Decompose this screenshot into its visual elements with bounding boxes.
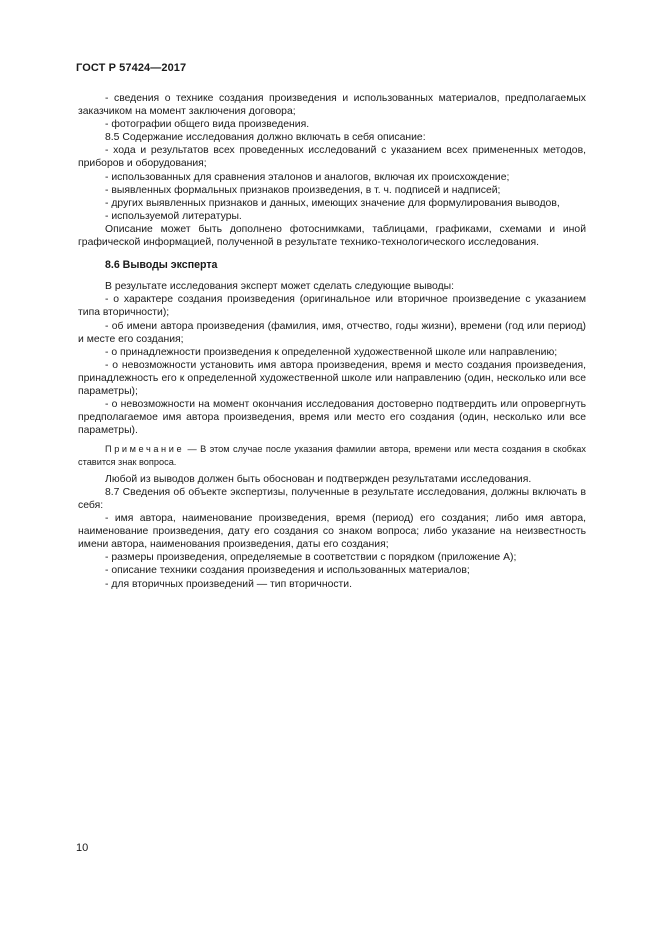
- paragraph: - о невозможности на момент окончания исследования достоверно подтвердить или опровергнуть предполагаемое имя автора произведения, время или место его создания (один, несколько или все параметры).: [78, 399, 586, 437]
- paragraph: Описание может быть дополнено фотоснимками, таблицами, графиками, схемами и иной графической информацией, полученной в результате технико-технологического исследования.: [78, 223, 586, 249]
- paragraph: - других выявленных признаков и данных, имеющих значение для формулирования выводов,: [105, 197, 560, 209]
- clause-8-7: 8.7 Сведения об объекте экспертизы, полученные в результате исследования, должны включать в себя:: [78, 486, 586, 511]
- paragraph: - для вторичных произведений — тип вторичности.: [105, 578, 352, 590]
- section-title-8-6: 8.6 Выводы эксперта: [105, 259, 218, 272]
- note-label: Примечание: [105, 444, 185, 455]
- paragraph: - имя автора, наименование произведения, время (период) его создания; либо имя автора, наименование произведения, дату его создания со знаком вопроса; либо указание на неизвестность имени автора, наименования произведения, даты его создания;: [78, 513, 586, 551]
- paragraph: - сведения о технике создания произведения и использованных материалов, предполагаемых заказчиком на момент заключения договора;: [78, 93, 586, 118]
- clause-8-5: 8.5 Содержание исследования должно включать в себя описание:: [105, 132, 426, 144]
- paragraph: В результате исследования эксперт может сделать следующие выводы:: [105, 281, 455, 293]
- paragraph: - фотографии общего вида произведения.: [105, 119, 310, 131]
- page-number: 10: [76, 842, 89, 854]
- document-body: [78, 92, 586, 591]
- paragraph: - об имени автора произведения (фамилия, имя, отчество, годы жизни), времени (год или период) и месте его создания;: [78, 320, 586, 345]
- paragraph: - использованных для сравнения эталонов и аналогов, включая их происхождение;: [105, 171, 510, 183]
- paragraph: - хода и результатов всех проведенных исследований с указанием всех примененных методов, приборов и оборудования;: [78, 145, 586, 170]
- paragraph: - о невозможности установить имя автора произведения, время и место создания произведения, принадлежность его к определенной художественной школе или направлению (один, несколько или все параметры);: [78, 359, 586, 397]
- paragraph: - используемой литературы.: [105, 210, 242, 222]
- page-header-standard-code: ГОСТ Р 57424—2017: [76, 62, 187, 74]
- paragraph: - выявленных формальных признаков произведения, в т. ч. подписей и надписей;: [105, 184, 501, 196]
- paragraph: - о принадлежности произведения к определенной художественной школе или направлению;: [105, 346, 558, 358]
- note: [78, 443, 586, 467]
- paragraph: - размеры произведения, определяемые в соответствии с порядком (приложение А);: [105, 552, 517, 564]
- paragraph: - описание техники создания произведения и использованных материалов;: [105, 565, 470, 577]
- note-text: — В этом случае после указания фамилии автора, времени или места создания в скобках ставится знак вопроса.: [78, 444, 586, 467]
- paragraph: - о характере создания произведения (оригинальное или вторичное произведение с указанием типа вторичности);: [78, 294, 586, 319]
- paragraph: Любой из выводов должен быть обоснован и подтвержден результатами исследования.: [105, 473, 532, 485]
